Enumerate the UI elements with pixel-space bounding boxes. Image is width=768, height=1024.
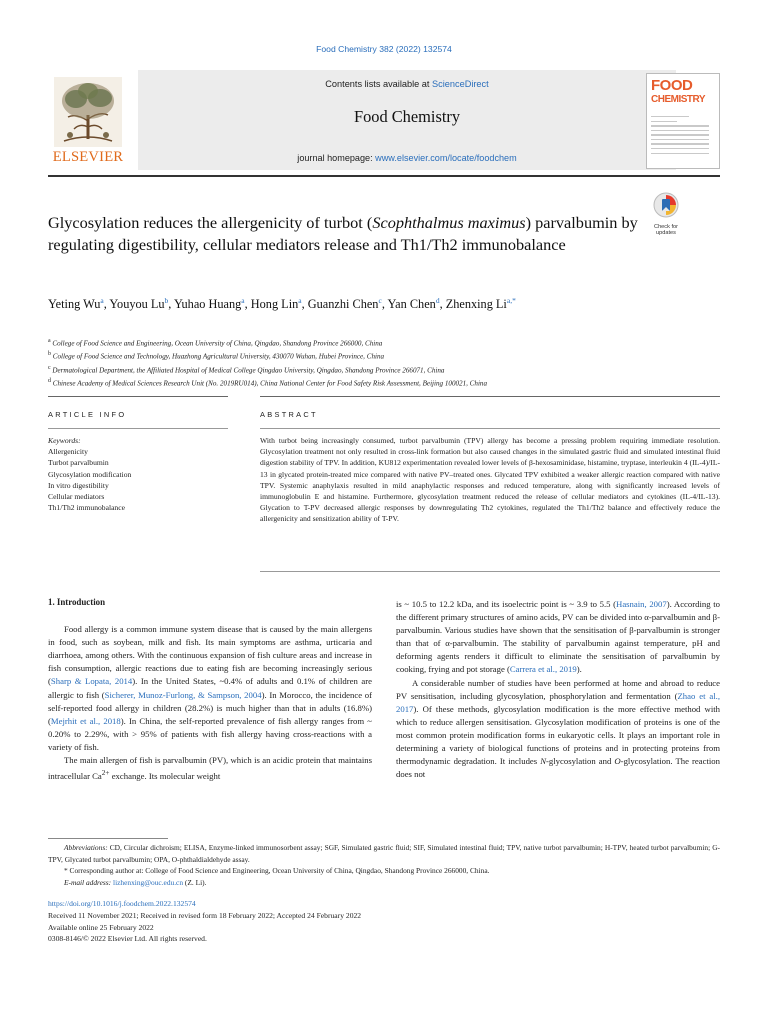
crossmark-label-1: Check for (654, 224, 678, 230)
cover-decoration (651, 116, 715, 157)
affiliation-mark: d (48, 378, 51, 385)
author-affiliation-mark[interactable]: a (298, 296, 302, 305)
journal-homepage-link[interactable]: www.elsevier.com/locate/foodchem (375, 153, 517, 163)
intro-r2-c: -glycosylation and (546, 756, 615, 767)
author-list (48, 292, 688, 313)
author-separator: , (381, 297, 388, 312)
author-separator: , (244, 297, 251, 312)
affiliation-list (48, 336, 688, 390)
introduction-heading: 1. Introduction (48, 597, 106, 607)
author-separator: , (439, 297, 446, 312)
affiliation-mark: b (48, 351, 51, 358)
check-for-updates-button[interactable] (648, 192, 684, 236)
author-separator: , (168, 297, 174, 312)
keywords-label: Keywords: (48, 436, 81, 445)
footnotes (48, 842, 720, 888)
author-affiliation-mark[interactable]: a (100, 296, 104, 305)
intro-paragraph-1 (48, 623, 372, 754)
intro-r2-n: N (540, 756, 547, 767)
intro-p2-a: The main allergen of fish is parvalbumin (PV), which is an acidic protein that maintains intracellular Ca (48, 755, 372, 782)
citation-mejrhit[interactable]: Mejrhit et al., 2018 (50, 715, 121, 726)
title-species: Scophthalmus maximus (372, 213, 526, 232)
abbreviations-footnote (48, 842, 720, 865)
cover-title-food: FOOD (651, 77, 693, 94)
affiliation-item (48, 336, 688, 349)
article-info-rule (48, 396, 228, 397)
received-dates: Received 11 November 2021; Received in revised form 18 February 2022; Accepted 24 February 2022 (48, 910, 362, 920)
article-info-heading: ARTICLE INFO (48, 410, 127, 419)
keyword-item: Turbot parvalbumin (48, 458, 109, 468)
affiliation-text: College of Food Science and Technology, Huazhong Agricultural University, 430070 Wuhan, Hubei Province, China (50, 352, 385, 361)
author-affiliation-mark[interactable]: c (378, 296, 382, 305)
affiliation-item (48, 363, 688, 376)
publication-info (48, 898, 720, 945)
abstract-bottom-rule (260, 571, 720, 572)
intro-r1-b: ). According to the different primary structures of amino acids, PV can be divided into α-parvalbumin and β-parvalbumin. Various studies have shown that the sensitisation of β-parvalbumin is stronger than that of α-parvalbumin. The stability of parvalbumin against temperature, pH and deforming agents renders it difficult to eliminate the sensitisation of parvalbumin by cooking, frying and pot storage ( (396, 599, 720, 675)
crossmark-icon (653, 192, 679, 218)
cover-title (651, 77, 706, 106)
author-separator: , (301, 297, 308, 312)
sciencedirect-link[interactable]: ScienceDirect (432, 79, 489, 89)
author-name[interactable]: Youyou Lu (109, 297, 165, 312)
abbreviations-text: CD, Circular dichroism; ELISA, Enzyme-linked immunosorbent assay; SGF, Simulated gastric fluid; SIF, Simulated intestinal fluid; TPV, native turbot parvalbumin; H-TPV, heated turbot parvalbumin; G-TPV, Glycated turbot parvalbumin; OPA, O-phthaldialdehyde assay. (48, 843, 720, 864)
corresponding-mark: * (64, 866, 68, 876)
keyword-item: Allergenicity (48, 447, 88, 457)
title-part-1: Glycosylation reduces the allergenicity of turbot ( (48, 213, 373, 232)
author-name[interactable]: Yuhao Huang (174, 297, 242, 312)
keywords-block (48, 435, 228, 513)
intro-r1-a: is ~ 10.5 to 12.2 kDa, and its isoelectric point is ~ 3.9 to 5.5 ( (396, 599, 617, 609)
keyword-item: Glycosylation modification (48, 469, 132, 479)
intro-paragraph-4 (396, 677, 720, 782)
title-part-2: ) parvalbumin by regulating digestibility, cellular mediators release and Th1/Th2 immunobalance (48, 213, 638, 254)
affiliation-mark: c (48, 364, 51, 371)
affiliation-text: College of Food Science and Engineering, Ocean University of China, Qingdao, Shandong Province 266000, China (50, 339, 383, 348)
intro-p1-c: ). In Morocco, the incidence of self-reported food allergy in children (28.2%) is much higher than that in adults (16.8%) ( (48, 689, 372, 726)
affiliation-item (48, 349, 688, 362)
affiliation-item (48, 376, 688, 389)
homepage-prefix: journal homepage: (297, 153, 376, 163)
abstract-subrule (260, 428, 720, 429)
author-affiliation-mark[interactable]: a (241, 296, 245, 305)
contents-available-line (138, 79, 676, 89)
keyword-item: In vitro digestibility (48, 480, 109, 490)
author-affiliation-mark[interactable]: b (164, 296, 169, 305)
intro-r2-b: ). Of these methods, glycosylation modification is the more effective method with which to reduce allergen sensitisation. Glycosylation modification of proteins is one of the most common protein modification forms in eukaryotic cells. It plays an important role in determining a variety of biological functions of proteins and in protecting proteins from thermodynamic degradation. It includes (396, 703, 720, 767)
elsevier-wordmark: ELSEVIER (52, 149, 124, 165)
corresponding-author-footnote (48, 865, 720, 877)
intro-r2-d: -glycosylation. The reaction does not (396, 756, 720, 780)
contents-prefix: Contents lists available at (325, 79, 433, 89)
elsevier-tree-icon (54, 77, 122, 147)
affiliation-mark: a (48, 338, 51, 344)
intro-p1-d: ). In China, the self-reported prevalence of fish allergy ranges from ~ 0.20% to 2.29%, with > 95% of patients with fish allergy having cross-reactions with a variety of fish. (48, 715, 372, 752)
keyword-item: Cellular mediators (48, 492, 105, 502)
citation-hasnain[interactable]: Hasnain, 2007 (616, 599, 667, 609)
affiliation-text: Dermatological Department, the Affiliated Hospital of Medical College Qingdao University, Qingdao, Shandong Province 266071, China (50, 366, 445, 375)
crossmark-label (648, 224, 684, 236)
keyword-item: Th1/Th2 immunobalance (48, 503, 125, 513)
author-affiliation-mark[interactable]: a,* (506, 296, 516, 305)
author-separator: , (103, 297, 110, 312)
intro-p1-b: ). In the United States, ~0.4% of adults and 0.1% of children are allergic to fish ( (48, 676, 372, 700)
elsevier-logo[interactable] (48, 73, 128, 170)
body-column-right (396, 598, 720, 781)
abstract-rule (260, 396, 720, 397)
masthead-banner (138, 70, 676, 170)
intro-r2-o: O (614, 756, 621, 767)
journal-cover-thumbnail[interactable] (646, 73, 720, 169)
intro-p1-a: Food allergy is a common immune system disease that is caused by the main allergens in food, such as soybean, milk and fish. Its main symptoms are asthma, urticaria and diarrhoea, among others. With the continuous expansion of fish culture areas and increase in fish consumption, allergic reactions due to eating fish are becoming increasingly serious ( (48, 624, 372, 687)
email-suffix: (Z. Li). (183, 877, 207, 887)
abstract-heading: ABSTRACT (260, 410, 318, 419)
email-footnote (48, 877, 720, 889)
author-name[interactable]: Hong Lin (250, 297, 299, 312)
calcium-superscript: 2+ (101, 769, 110, 778)
intro-paragraph-2 (48, 754, 372, 783)
masthead-divider (48, 175, 720, 177)
author-name[interactable]: Yan Chen (387, 297, 436, 312)
footnote-rule (48, 838, 168, 839)
affiliation-text: Chinese Academy of Medical Sciences Research Unit (No. 2019RU014), China National Center for Food Safety Risk Assessment, Beijing 100021, China (50, 379, 488, 388)
journal-homepage-line (138, 153, 676, 163)
crossmark-label-2: updates (656, 230, 676, 236)
author-affiliation-mark[interactable]: d (435, 296, 440, 305)
journal-name: Food Chemistry (353, 107, 461, 126)
intro-paragraph-3 (396, 598, 720, 677)
author-name[interactable]: Guanzhi Chen (307, 297, 379, 312)
citation-zhao[interactable]: Zhao et al., 2017 (396, 690, 721, 714)
article-title (48, 212, 648, 255)
abstract-text: With turbot being increasingly consumed, turbot parvalbumin (TPV) allergy has become a pressing problem requiring immediate resolution. Glycosylation treatment not only resulted in cross-link formation but also caused changes in the simulated gastric fluid and simulated intestinal fluid digestion stability of TPV. In addition, KU812 experimentation revealed lower levels of β-hexosaminidase, histamine, tryptase, interleukin 4 (IL-4)/IL-13 in glycated protein-treated mice compared with native PV–treated ones. Glycated TPV exhibited a weaker allergic reaction compared with native TPV. Systemic anaphylaxis resulted in mild anaphylactic responses and reduced temperature, along with significantly increased levels of immunoglobulin E and histamine. Furthermore, glycosylation treatment reduced the release of cellular mediators and cytokines (IL-4/IL-13). Glycation to T-PV decreased allergic responses by downregulating Th2 cytokines, regulated the Th1/Th2 balance and effectively reduce the allergenicity and sensitization ability of T-PV. (260, 436, 720, 524)
corresponding-text: Corresponding author at: College of Food Science and Engineering, Ocean University of China, Qingdao, Shandong Province 266000, China. (67, 866, 490, 876)
abbreviations-label: Abbreviations: (64, 843, 108, 852)
available-online: Available online 25 February 2022 (48, 922, 154, 932)
journal-reference-link[interactable]: Food Chemistry 382 (2022) 132574 (316, 44, 452, 54)
intro-r1-c: ). (576, 664, 582, 675)
intro-p2-b: exchange. Its molecular weight (109, 771, 221, 782)
cover-title-chemistry: CHEMISTRY (651, 94, 706, 105)
doi-link[interactable]: https://doi.org/10.1016/j.foodchem.2022.132574 (48, 899, 196, 908)
body-column-left (48, 596, 372, 783)
author-name[interactable]: Yeting Wu (48, 297, 101, 312)
email-label: E-mail address: (64, 877, 112, 887)
intro-r2-a: A considerable number of studies have been performed at home and abroad to reduce PV sensitisation, including glycosylation, phosphorylation and fermentation ( (396, 677, 720, 701)
journal-masthead (48, 70, 720, 174)
author-name[interactable]: Zhenxing Li (445, 297, 507, 312)
article-info-subrule (48, 428, 228, 429)
citation-carrera[interactable]: Carrera et al., 2019 (509, 664, 577, 675)
copyright-line: 0308-8146/© 2022 Elsevier Ltd. All rights reserved. (48, 934, 207, 944)
citation-sharp-lopata[interactable]: Sharp & Lopata, 2014 (50, 676, 133, 687)
email-link[interactable]: lizhenxing@ouc.edu.cn (113, 877, 184, 887)
citation-sicherer[interactable]: Sicherer, Munoz-Furlong, & Sampson, 2004 (104, 689, 262, 700)
